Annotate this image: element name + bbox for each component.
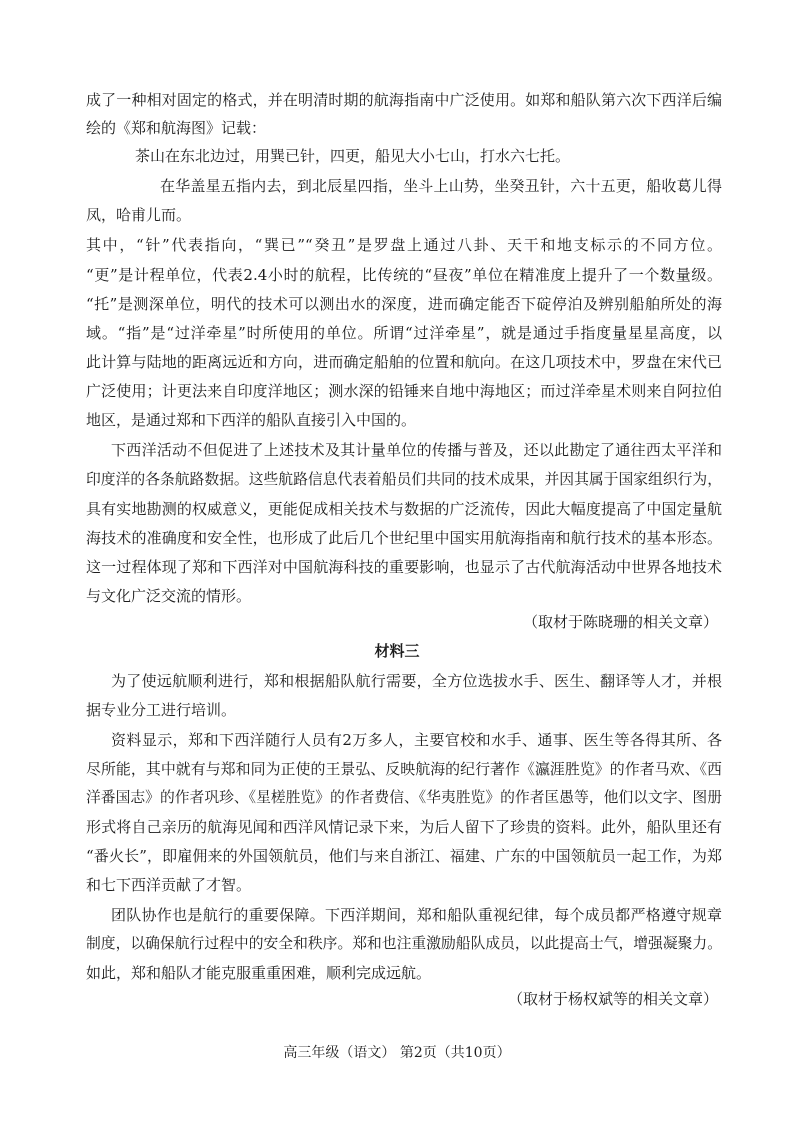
text-line: 此计算与陆地的距离远近和方向，进而确定船舶的位置和航向。在这几项技术中，罗盘在宋代已 [86,353,722,371]
text-line: 洋番国志》的作者巩珍、《星槎胜览》的作者费信、《华夷胜览》的作者匡愚等，他们以文字、图册 [86,789,722,806]
text-line: 具有实地勘测的权威意义，更能促成相关技术与数据的广泛流传，因此大幅度提高了中国定量航 [86,500,722,518]
text-line: 资料显示，郑和下西洋随行人员有2万多人，主要官校和水手、通事、医生等各得其所、各 [111,731,722,749]
text-line: 为了使远航顺利进行，郑和根据船队航行需要，全方位选拔水手、医生、翻译等人才，并根 [111,672,722,690]
text-line: 形式将自己亲历的航海见闻和西洋风情记录下来，为后人留下了珍贵的资料。此外，船队里还有 [86,818,722,836]
text-line: 如此，郑和船队才能克服重重困难，顺利完成远航。 [86,964,432,982]
text-line: 印度洋的各条航路数据。这些航路信息代表着船员们共同的技术成果，并因其属于国家组织行为， [86,471,722,488]
text-line: 和七下西洋贡献了才智。 [86,876,252,894]
text-line: 广泛使用；计更法来自印度洋地区；测水深的铅锤来自地中海地区；而过洋牵星术则来自阿拉伯 [86,382,722,400]
text-line: 据专业分工进行培训。 [86,701,237,719]
text-line: “番火长”，即雇佣来的外国领航员，他们与来自浙江、福建、广东的中国领航员一起工作，为郑 [86,847,722,865]
text-line: 绘的《郑和航海图》记载： [86,119,267,137]
text-line: 域。“指”是“过洋牵星”时所使用的单位。所谓“过洋牵星”，就是通过手指度量星星高度，以 [86,324,722,342]
source-citation: （取材于陈晓珊的相关文章） [522,613,718,631]
quote-line: 在华盖星五指内去，到北辰星四指，坐斗上山势，坐癸丑针，六十五更，船收葛儿得 [160,177,722,195]
source-citation: （取材于杨权斌等的相关文章） [507,990,718,1008]
text-line: 其中，“针”代表指向，“巽已”“癸丑”是罗盘上通过八卦、天干和地支标示的不同方位。 [86,236,722,254]
text-line: 下西洋活动不但促进了上述技术及其计量单位的传播与普及，还以此勘定了通往西太平洋和 [111,441,722,459]
text-line: 尽所能，其中就有与郑和同为正使的王景弘、反映航海的纪行著作《瀛涯胜览》的作者马欢、《西 [86,760,722,778]
quote-line: 凤，哈甫儿而。 [86,206,192,224]
text-line: 地区，是通过郑和下西洋的船队直接引入中国的。 [86,411,417,429]
section-heading: 材料三 [374,642,420,660]
text-line: 制度，以确保航行过程中的安全和秩序。郑和也注重激励船队成员，以此提高士气，增强凝聚力。 [86,935,722,952]
text-line: 与文化广泛交流的情形。 [86,587,252,605]
text-line: 海技术的准确度和安全性，也形成了此后几个世纪里中国实用航海指南和航行技术的基本形态。 [86,529,722,547]
page-footer: 高三年级（语文） 第2页（共10页） [283,1045,511,1061]
quote-line: 茶山在东北边过，用巽已针，四更，船见大小七山，打水六七托。 [135,147,571,165]
text-line: 这一过程体现了郑和下西洋对中国航海科技的重要影响，也显示了古代航海活动中世界各地技术 [86,558,722,576]
text-line: 成了一种相对固定的格式，并在明清时期的航海指南中广泛使用。如郑和船队第六次下西洋后编 [86,91,722,109]
text-line: “更”是计程单位，代表2.4小时的航程，比传统的“昼夜”单位在精准度上提升了一个数量级。 [86,266,722,284]
text-line: “托”是测深单位，明代的技术可以测出水的深度，进而确定能否下碇停泊及辨别船舶所处的海 [86,295,722,313]
text-line: 团队协作也是航行的重要保障。下西洋期间，郑和船队重视纪律，每个成员都严格遵守规章 [111,906,722,924]
